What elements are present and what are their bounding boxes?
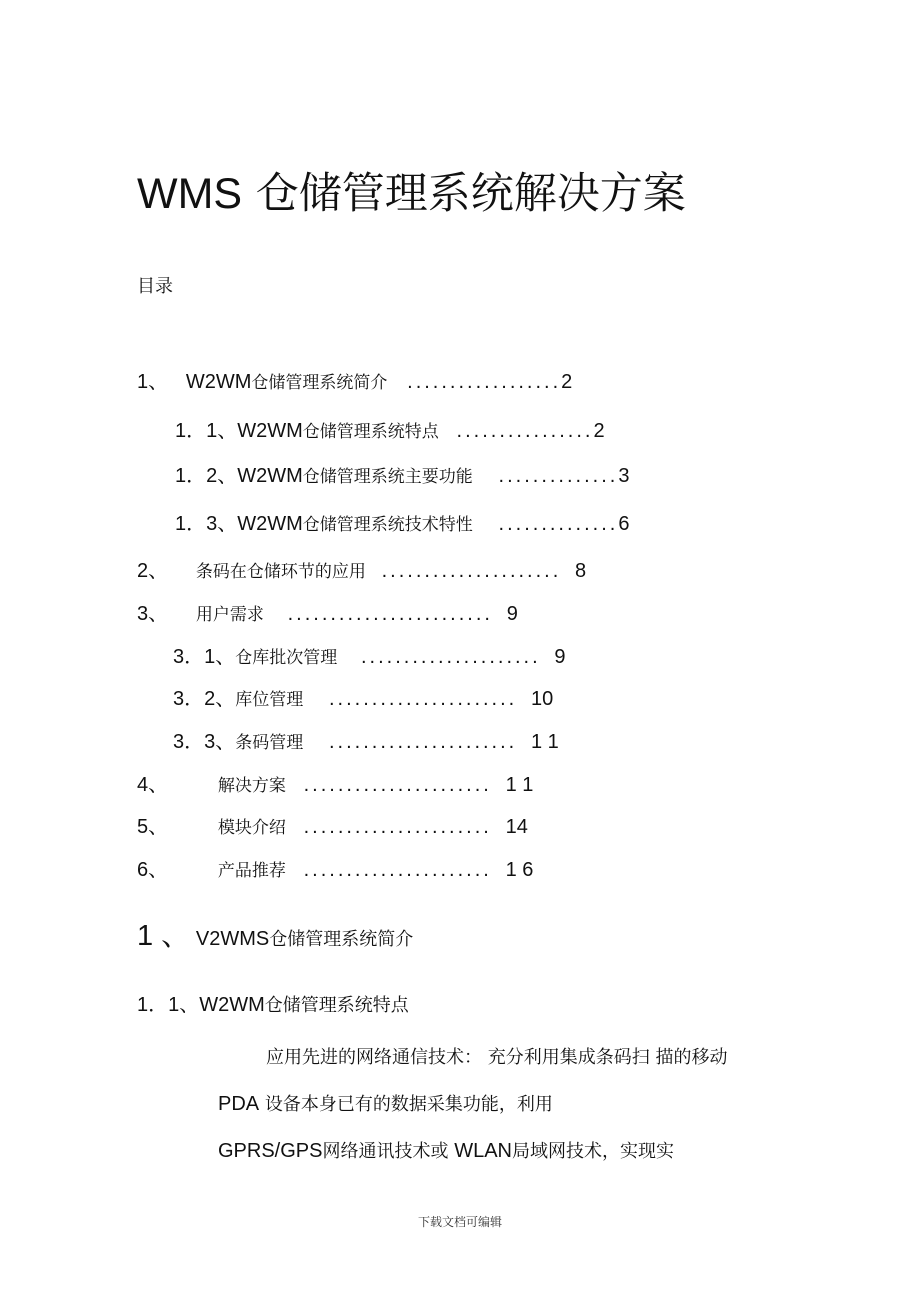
toc-page: 3 (618, 465, 630, 487)
title-latin: WMS (137, 170, 243, 218)
toc-page: 10 (530, 688, 554, 710)
toc-text: 产品推荐 (217, 861, 286, 881)
toc-num: 3．3、 (173, 731, 236, 753)
text-segment: 网络通讯技术或 (322, 1141, 455, 1162)
section-heading-1-1 (137, 988, 409, 1017)
text-segment: 设备本身已有的数据采集功能，利用 (259, 1094, 553, 1115)
toc-page: 1 1 (530, 731, 559, 753)
text-gprs: GPRS/GPS (218, 1140, 323, 1162)
toc-page: 6 (618, 513, 630, 535)
toc-row-3-3[interactable] (173, 727, 559, 757)
section-number: 1 、 (137, 920, 191, 952)
toc-row-1[interactable] (137, 367, 572, 397)
toc-text: 仓库批次管理 (235, 648, 338, 668)
toc-row-2[interactable] (137, 556, 586, 586)
toc-leader: ........................ (287, 603, 493, 625)
toc-row-5[interactable] (137, 812, 528, 842)
toc-latin: W2WM (237, 420, 303, 442)
toc-page: 14 (505, 816, 528, 838)
toc-text: 仓储管理系统特点 (302, 422, 439, 442)
section-latin: V2WMS (195, 928, 270, 950)
paragraph-line-2 (218, 1090, 553, 1116)
toc-num: 3、 (137, 603, 169, 625)
toc-text: 仓储管理系统主要功能 (302, 467, 473, 487)
toc-page: 1 1 (505, 774, 534, 796)
toc-page: 9 (506, 603, 518, 625)
toc-leader: .............. (498, 513, 619, 535)
toc-text: 条码管理 (235, 733, 304, 753)
section-number: 1．1、 (137, 994, 200, 1016)
toc-row-1-1[interactable] (175, 416, 605, 446)
toc-latin: W2WM (237, 465, 303, 487)
toc-leader: ..................... (381, 560, 562, 582)
section-heading-1 (137, 913, 413, 954)
toc-leader: ...................... (328, 731, 518, 753)
toc-num: 4、 (137, 774, 169, 796)
toc-row-1-2[interactable] (175, 461, 629, 491)
toc-text: 解决方案 (217, 776, 286, 796)
section-title: 仓储管理系统特点 (264, 995, 409, 1016)
toc-latin: W2WM (185, 371, 252, 393)
toc-row-3-2[interactable] (173, 684, 553, 714)
section-title: 仓储管理系统简介 (269, 929, 414, 950)
toc-text: 条码在仓储环节的应用 (195, 562, 366, 582)
toc-num: 2、 (137, 560, 169, 582)
paragraph-line-3 (218, 1137, 674, 1163)
title-cn: 仓储管理系统解决方案 (255, 169, 686, 219)
document-title (137, 160, 686, 221)
toc-num: 1．3、 (175, 513, 238, 535)
toc-label: 目录 (137, 276, 173, 297)
toc-row-1-3[interactable] (175, 509, 629, 539)
toc-leader: .................. (407, 371, 562, 393)
toc-page: 9 (554, 646, 566, 668)
toc-leader: ...................... (328, 688, 518, 710)
toc-num: 1．1、 (175, 420, 238, 442)
toc-text: 库位管理 (235, 690, 304, 710)
toc-leader: ...................... (303, 859, 492, 881)
page-footer: 下载文档可编辑 (417, 1215, 502, 1229)
text-pda: PDA (218, 1093, 260, 1115)
toc-row-3-1[interactable] (173, 642, 566, 672)
toc-leader: ................ (456, 420, 594, 442)
toc-row-4[interactable] (137, 770, 533, 800)
toc-num: 5、 (137, 816, 169, 838)
toc-page: 8 (575, 560, 587, 582)
toc-num: 3．2、 (173, 688, 236, 710)
toc-leader: ...................... (303, 774, 492, 796)
toc-leader: .............. (498, 465, 619, 487)
toc-leader: ...................... (303, 816, 492, 838)
text-segment: 局域网技术，实现实 (512, 1141, 675, 1162)
text-wlan: WLAN (454, 1140, 513, 1162)
toc-text: 模块介绍 (217, 818, 286, 838)
toc-text: 仓储管理系统简介 (251, 373, 388, 393)
section-latin: W2WM (199, 994, 265, 1016)
toc-text: 用户需求 (195, 605, 264, 625)
toc-latin: W2WM (237, 513, 303, 535)
paragraph-line-1: 应用先进的网络通信技术： 充分利用集成条码扫 描的移动 (266, 1047, 728, 1068)
toc-row-6[interactable] (137, 855, 533, 885)
toc-row-3[interactable] (137, 599, 518, 629)
toc-page: 1 6 (505, 859, 534, 881)
toc-num: 1．2、 (175, 465, 238, 487)
toc-num: 1、 (137, 371, 169, 393)
toc-leader: ..................... (360, 646, 541, 668)
toc-num: 6、 (137, 859, 169, 881)
toc-text: 仓储管理系统技术特性 (302, 515, 473, 535)
toc-page: 2 (561, 371, 573, 393)
toc-num: 3．1、 (173, 646, 236, 668)
toc-page: 2 (593, 420, 605, 442)
